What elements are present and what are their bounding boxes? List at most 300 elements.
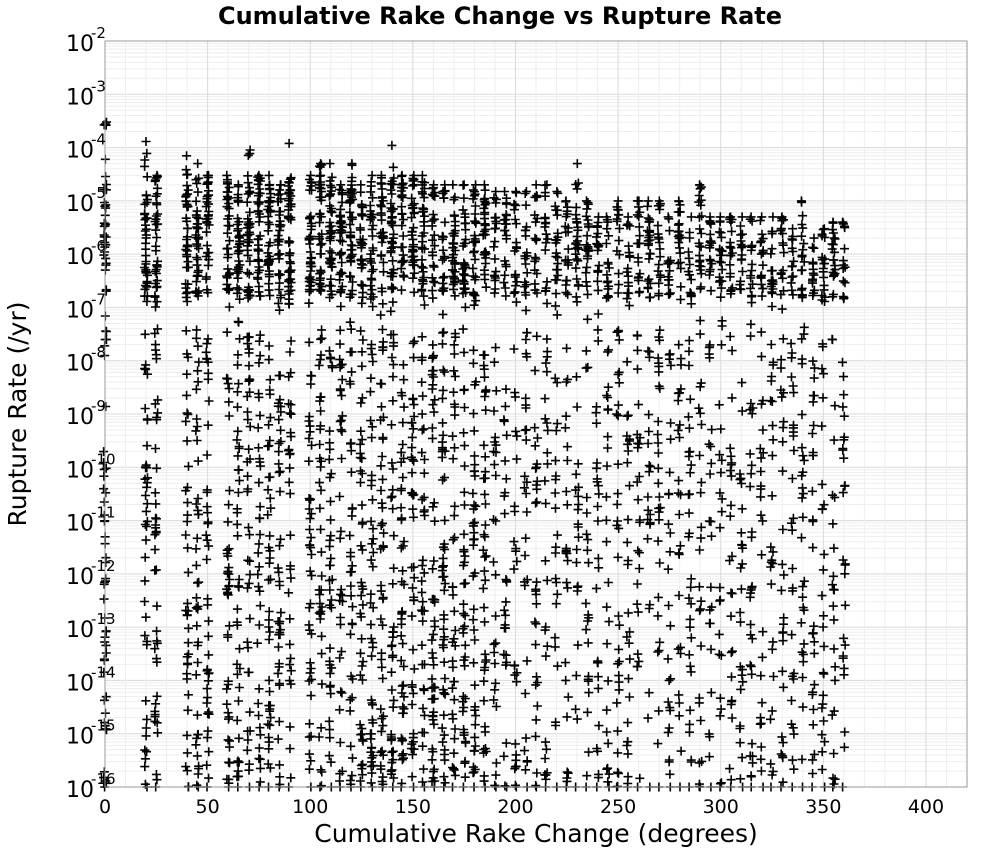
data-point bbox=[389, 372, 398, 381]
data-point bbox=[151, 499, 160, 508]
data-point bbox=[656, 271, 665, 280]
data-point bbox=[798, 755, 807, 764]
data-point bbox=[594, 721, 603, 730]
y-tick-base: 10 bbox=[66, 85, 94, 111]
data-point bbox=[234, 697, 243, 706]
data-point bbox=[255, 539, 264, 548]
data-point bbox=[584, 688, 593, 697]
data-point bbox=[459, 270, 468, 279]
data-point bbox=[356, 453, 365, 462]
data-point bbox=[479, 677, 488, 686]
data-point bbox=[337, 416, 346, 425]
data-point bbox=[687, 758, 696, 767]
data-point bbox=[367, 652, 376, 661]
data-point bbox=[440, 658, 449, 667]
data-point bbox=[584, 638, 593, 647]
data-point bbox=[523, 328, 532, 337]
data-point bbox=[182, 370, 191, 379]
data-point bbox=[265, 676, 274, 685]
data-point bbox=[582, 282, 591, 291]
data-point bbox=[800, 257, 809, 266]
data-point bbox=[489, 242, 498, 251]
data-point bbox=[141, 330, 150, 339]
data-point bbox=[829, 240, 838, 249]
data-point bbox=[695, 224, 704, 233]
data-point bbox=[192, 277, 201, 286]
y-tick-exponent: -15 bbox=[91, 716, 116, 735]
data-point bbox=[439, 366, 448, 375]
data-point bbox=[542, 335, 551, 344]
data-point bbox=[602, 224, 611, 233]
data-point bbox=[633, 196, 642, 205]
data-point bbox=[789, 514, 798, 523]
data-point bbox=[307, 533, 316, 542]
data-point bbox=[561, 423, 570, 432]
data-point bbox=[285, 640, 294, 649]
data-point bbox=[665, 756, 674, 765]
data-point bbox=[263, 442, 272, 451]
data-point bbox=[481, 521, 490, 530]
data-point bbox=[430, 241, 439, 250]
data-point bbox=[551, 456, 560, 465]
y-tick-label bbox=[66, 237, 106, 270]
data-point bbox=[246, 570, 255, 579]
data-point bbox=[553, 259, 562, 268]
data-point bbox=[234, 734, 243, 743]
data-point bbox=[357, 454, 366, 463]
data-point bbox=[511, 781, 520, 790]
data-point bbox=[615, 621, 624, 630]
data-point bbox=[499, 278, 508, 287]
data-point bbox=[512, 677, 521, 686]
data-point bbox=[603, 777, 612, 786]
data-point bbox=[276, 180, 285, 189]
data-point bbox=[304, 299, 313, 308]
data-point bbox=[397, 484, 406, 493]
data-point bbox=[255, 621, 264, 630]
data-point bbox=[233, 403, 242, 412]
data-point bbox=[336, 385, 345, 394]
data-point bbox=[500, 417, 509, 426]
data-point bbox=[357, 299, 366, 308]
data-point bbox=[274, 564, 283, 573]
data-point bbox=[696, 488, 705, 497]
data-point bbox=[274, 617, 283, 626]
data-point bbox=[388, 653, 397, 662]
data-point bbox=[644, 506, 653, 515]
data-point bbox=[614, 280, 623, 289]
data-point bbox=[697, 523, 706, 532]
data-point bbox=[471, 711, 480, 720]
x-axis-label: Cumulative Rake Change (degrees) bbox=[314, 819, 758, 848]
data-point bbox=[696, 534, 705, 543]
data-point bbox=[789, 446, 798, 455]
data-point bbox=[224, 397, 233, 406]
data-point bbox=[470, 451, 479, 460]
data-point bbox=[317, 586, 326, 595]
y-tick-exponent: -6 bbox=[91, 237, 106, 256]
data-point bbox=[778, 437, 787, 446]
data-point bbox=[572, 545, 581, 554]
data-point bbox=[633, 650, 642, 659]
data-point bbox=[551, 543, 560, 552]
data-point bbox=[440, 272, 449, 281]
data-point bbox=[397, 243, 406, 252]
data-point bbox=[594, 563, 603, 572]
data-point bbox=[563, 583, 572, 592]
data-point bbox=[541, 771, 550, 780]
data-point bbox=[604, 676, 613, 685]
data-point bbox=[193, 159, 202, 168]
data-point bbox=[441, 778, 450, 787]
data-point bbox=[337, 361, 346, 370]
data-point bbox=[439, 187, 448, 196]
data-point bbox=[654, 291, 663, 300]
y-tick-exponent: -9 bbox=[91, 397, 106, 415]
data-point bbox=[717, 778, 726, 787]
data-point bbox=[376, 311, 385, 320]
data-point bbox=[685, 260, 694, 269]
data-point bbox=[256, 764, 265, 773]
data-point bbox=[346, 272, 355, 281]
data-point bbox=[769, 435, 778, 444]
data-point bbox=[481, 219, 490, 228]
x-tick-label: 300 bbox=[702, 796, 739, 818]
data-point bbox=[697, 420, 706, 429]
data-point bbox=[225, 712, 234, 721]
data-point bbox=[253, 639, 262, 648]
data-point bbox=[756, 492, 765, 501]
data-point bbox=[695, 758, 704, 767]
data-point bbox=[809, 720, 818, 729]
data-point bbox=[203, 733, 212, 742]
data-point bbox=[574, 282, 583, 291]
data-point bbox=[235, 683, 244, 692]
data-point bbox=[715, 400, 724, 409]
data-point bbox=[470, 467, 479, 476]
data-point bbox=[512, 668, 521, 677]
data-point bbox=[633, 439, 642, 448]
data-point bbox=[450, 350, 459, 359]
data-point bbox=[387, 458, 396, 467]
data-point bbox=[387, 219, 396, 228]
data-point bbox=[255, 514, 264, 523]
data-point bbox=[500, 781, 509, 790]
data-point bbox=[448, 684, 457, 693]
data-point bbox=[264, 212, 273, 221]
data-point bbox=[532, 485, 541, 494]
data-point bbox=[686, 615, 695, 624]
data-point bbox=[666, 674, 675, 683]
data-point bbox=[305, 750, 314, 759]
data-point bbox=[480, 373, 489, 382]
data-point bbox=[757, 352, 766, 361]
data-point bbox=[275, 439, 284, 448]
data-point bbox=[285, 614, 294, 623]
data-point bbox=[183, 610, 192, 619]
data-point bbox=[797, 533, 806, 542]
data-point bbox=[502, 651, 511, 660]
data-point bbox=[408, 455, 417, 464]
data-point bbox=[388, 256, 397, 265]
data-point bbox=[746, 661, 755, 670]
data-point bbox=[184, 568, 193, 577]
data-point bbox=[582, 493, 591, 502]
data-point bbox=[430, 498, 439, 507]
data-point bbox=[819, 259, 828, 268]
data-point bbox=[408, 433, 417, 442]
data-point bbox=[541, 499, 550, 508]
data-point bbox=[583, 546, 592, 555]
data-point bbox=[358, 501, 367, 510]
data-point bbox=[276, 467, 285, 476]
data-point bbox=[460, 462, 469, 471]
data-point bbox=[387, 748, 396, 757]
data-point bbox=[788, 224, 797, 233]
data-point bbox=[183, 659, 192, 668]
data-point bbox=[233, 360, 242, 369]
data-point bbox=[440, 218, 449, 227]
data-point bbox=[152, 283, 161, 292]
data-point bbox=[429, 683, 438, 692]
data-point bbox=[818, 480, 827, 489]
data-point bbox=[717, 705, 726, 714]
data-point bbox=[502, 431, 511, 440]
data-point bbox=[818, 765, 827, 774]
data-point bbox=[687, 599, 696, 608]
data-point bbox=[264, 623, 273, 632]
data-point bbox=[727, 612, 736, 621]
data-point bbox=[225, 621, 234, 630]
data-point bbox=[551, 633, 560, 642]
data-point bbox=[602, 270, 611, 279]
data-point bbox=[377, 727, 386, 736]
data-point bbox=[469, 346, 478, 355]
data-point bbox=[725, 260, 734, 269]
data-point bbox=[635, 564, 644, 573]
data-point bbox=[614, 370, 623, 379]
data-point bbox=[798, 245, 807, 254]
data-point bbox=[470, 747, 479, 756]
data-point bbox=[335, 492, 344, 501]
data-point bbox=[625, 693, 634, 702]
data-point bbox=[451, 372, 460, 381]
data-point bbox=[674, 396, 683, 405]
data-point bbox=[306, 599, 315, 608]
data-point bbox=[512, 455, 521, 464]
data-point bbox=[635, 774, 644, 783]
data-point bbox=[604, 231, 613, 240]
data-point bbox=[192, 621, 201, 630]
data-point bbox=[726, 332, 735, 341]
data-point bbox=[388, 504, 397, 513]
data-point bbox=[789, 257, 798, 266]
data-point bbox=[625, 639, 634, 648]
data-point bbox=[502, 385, 511, 394]
data-point bbox=[439, 610, 448, 619]
data-point bbox=[737, 528, 746, 537]
data-point bbox=[563, 456, 572, 465]
data-point bbox=[582, 530, 591, 539]
data-point bbox=[778, 560, 787, 569]
data-point bbox=[101, 488, 110, 497]
data-point bbox=[697, 757, 706, 766]
chart-title: Cumulative Rake Change vs Rupture Rate bbox=[217, 2, 783, 30]
y-tick-base: 10 bbox=[66, 245, 94, 271]
data-point bbox=[449, 590, 458, 599]
data-point bbox=[705, 440, 714, 449]
data-point bbox=[542, 230, 551, 239]
data-point bbox=[614, 645, 623, 654]
data-point bbox=[378, 621, 387, 630]
data-point bbox=[243, 556, 252, 565]
data-point bbox=[235, 295, 244, 304]
data-point bbox=[286, 773, 295, 782]
data-point bbox=[817, 422, 826, 431]
data-point bbox=[409, 645, 418, 654]
data-point bbox=[192, 670, 201, 679]
data-point bbox=[757, 454, 766, 463]
data-point bbox=[798, 703, 807, 712]
data-point bbox=[686, 662, 695, 671]
data-point bbox=[335, 250, 344, 259]
data-point bbox=[553, 206, 562, 215]
data-point bbox=[245, 270, 254, 279]
data-point bbox=[439, 572, 448, 581]
data-point bbox=[368, 171, 377, 180]
data-point bbox=[429, 502, 438, 511]
data-point bbox=[532, 498, 541, 507]
data-point bbox=[337, 248, 346, 257]
data-point bbox=[706, 583, 715, 592]
data-point bbox=[225, 236, 234, 245]
data-point bbox=[831, 676, 840, 685]
data-point bbox=[359, 737, 368, 746]
data-point bbox=[531, 781, 540, 790]
data-point bbox=[430, 395, 439, 404]
data-point bbox=[356, 398, 365, 407]
data-point bbox=[756, 720, 765, 729]
data-point bbox=[141, 404, 150, 413]
data-point bbox=[511, 215, 520, 224]
data-point bbox=[193, 342, 202, 351]
data-point bbox=[315, 504, 324, 513]
data-point bbox=[697, 183, 706, 192]
data-point bbox=[491, 570, 500, 579]
data-point bbox=[480, 210, 489, 219]
data-point bbox=[347, 325, 356, 334]
data-point bbox=[400, 272, 409, 281]
data-point bbox=[430, 765, 439, 774]
data-point bbox=[325, 427, 334, 436]
data-point bbox=[728, 393, 737, 402]
data-point bbox=[674, 340, 683, 349]
data-point bbox=[183, 498, 192, 507]
data-point bbox=[266, 473, 275, 482]
data-point bbox=[306, 756, 315, 765]
data-point bbox=[541, 213, 550, 222]
data-point bbox=[152, 514, 161, 523]
data-point bbox=[276, 270, 285, 279]
data-point bbox=[265, 436, 274, 445]
data-point bbox=[141, 613, 150, 622]
data-point bbox=[306, 380, 315, 389]
data-point bbox=[368, 562, 377, 571]
data-point bbox=[377, 379, 386, 388]
data-point bbox=[325, 159, 334, 168]
data-point bbox=[347, 771, 356, 780]
data-point bbox=[717, 340, 726, 349]
data-point bbox=[746, 332, 755, 341]
data-point bbox=[245, 614, 254, 623]
data-point bbox=[101, 220, 110, 229]
data-point bbox=[317, 649, 326, 658]
data-point bbox=[705, 343, 714, 352]
data-point bbox=[222, 700, 231, 709]
data-point bbox=[593, 266, 602, 275]
data-point bbox=[243, 584, 252, 593]
data-point bbox=[644, 439, 653, 448]
data-point bbox=[543, 576, 552, 585]
data-point bbox=[523, 757, 532, 766]
data-point bbox=[510, 289, 519, 298]
data-point bbox=[193, 751, 202, 760]
data-point bbox=[368, 232, 377, 241]
data-point bbox=[675, 699, 684, 708]
data-point bbox=[581, 599, 590, 608]
data-point bbox=[738, 242, 747, 251]
data-point bbox=[787, 286, 796, 295]
data-point bbox=[800, 577, 809, 586]
data-point bbox=[376, 615, 385, 624]
data-point bbox=[706, 470, 715, 479]
y-tick-exponent: -13 bbox=[91, 610, 116, 629]
data-point bbox=[377, 211, 386, 220]
data-point bbox=[481, 186, 490, 195]
data-point bbox=[284, 372, 293, 381]
data-point bbox=[797, 198, 806, 207]
data-point bbox=[594, 310, 603, 319]
data-point bbox=[685, 720, 694, 729]
data-point bbox=[358, 435, 367, 444]
data-point bbox=[358, 662, 367, 671]
data-point bbox=[480, 530, 489, 539]
data-point bbox=[489, 558, 498, 567]
data-point bbox=[634, 212, 643, 221]
data-point bbox=[459, 600, 468, 609]
data-point bbox=[768, 244, 777, 253]
data-point bbox=[736, 618, 745, 627]
data-point bbox=[747, 670, 756, 679]
data-point bbox=[768, 212, 777, 221]
data-point bbox=[748, 739, 757, 748]
data-point bbox=[410, 664, 419, 673]
data-point bbox=[181, 417, 190, 426]
data-point bbox=[428, 286, 437, 295]
data-point bbox=[830, 401, 839, 410]
data-point bbox=[287, 666, 296, 675]
data-point bbox=[203, 502, 212, 511]
data-point bbox=[193, 711, 202, 720]
data-point bbox=[397, 514, 406, 523]
data-point bbox=[151, 267, 160, 276]
data-point bbox=[653, 430, 662, 439]
data-point bbox=[327, 758, 336, 767]
data-point bbox=[512, 298, 521, 307]
data-point bbox=[450, 291, 459, 300]
data-point bbox=[325, 586, 334, 595]
data-point bbox=[439, 386, 448, 395]
